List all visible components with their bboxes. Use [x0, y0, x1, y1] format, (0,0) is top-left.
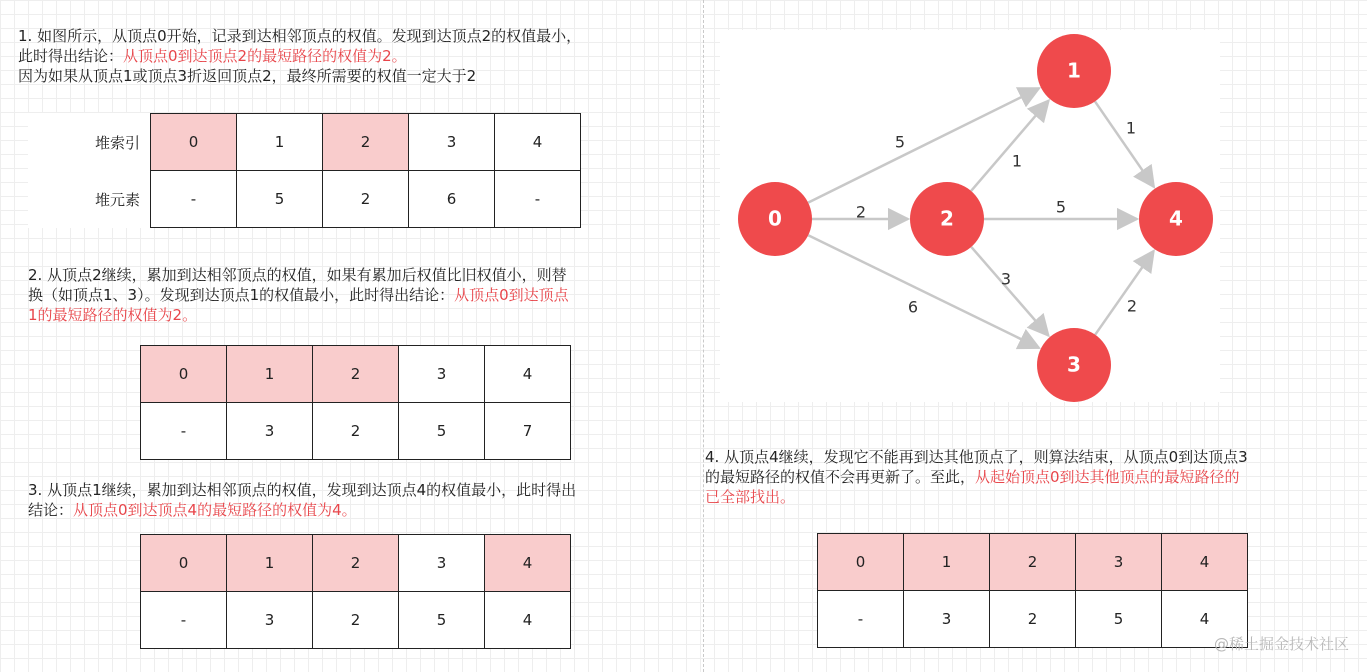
- heap-table-4-body: [818, 534, 1248, 648]
- heap-table-2-row-index: [141, 346, 571, 403]
- step1-text: [18, 26, 581, 86]
- step2-line2-prefix: 换（如顶点1、3）。发现到达顶点1的权值最小，此时得出结论：: [28, 286, 455, 304]
- column-divider: [703, 0, 704, 672]
- heap-index-cell: 3: [399, 535, 485, 592]
- step4-line2-prefix: 的最短路径的权值不会再更新了。至此，: [705, 468, 976, 486]
- step1-line1: 1. 如图所示，从顶点0开始，记录到达相邻顶点的权值。发现到达顶点2的权值最小，: [18, 27, 582, 45]
- step3-line1: 3. 从顶点1继续，累加到达相邻顶点的权值，发现到达顶点4的权值最小，此时得出: [28, 481, 577, 499]
- edge-3-4: [1095, 251, 1153, 335]
- heap-table-1-row-element: [28, 171, 581, 228]
- heap-element-cell: 4: [485, 592, 571, 649]
- edge-weight-0-1: 5: [894, 132, 906, 152]
- vertex-label-2: 2: [940, 206, 954, 231]
- heap-element-cell: 7: [485, 403, 571, 460]
- heap-index-cell: 2: [313, 346, 399, 403]
- heap-table-1-row-index: [28, 114, 581, 171]
- edge-weight-1-4: 1: [1125, 118, 1137, 138]
- row-label-element: 堆元素: [94, 190, 140, 209]
- heap-index-cell: 1: [237, 114, 323, 171]
- heap-index-cell: 1: [227, 535, 313, 592]
- heap-table-3-row-index: [141, 535, 571, 592]
- step4-text: [705, 447, 1248, 507]
- heap-element-cell: 6: [409, 171, 495, 228]
- vertex-label-4: 4: [1169, 206, 1183, 231]
- step4-conclusion-b: 已全部找出。: [705, 488, 796, 506]
- heap-element-cell: 5: [1076, 591, 1162, 648]
- graph-panel: [720, 30, 1220, 402]
- heap-index-cell: 3: [409, 114, 495, 171]
- heap-table-4: [817, 533, 1248, 648]
- edge-weight-2-1: 1: [1011, 151, 1023, 171]
- heap-element-cell: 5: [399, 592, 485, 649]
- nodes-layer: [738, 34, 1213, 402]
- heap-element-cell: -: [141, 592, 227, 649]
- heap-element-cell: 3: [227, 403, 313, 460]
- heap-index-cell: 3: [1076, 534, 1162, 591]
- heap-element-cell: 3: [227, 592, 313, 649]
- edge-weight-2-4: 5: [1055, 197, 1067, 217]
- edge-1-4: [1095, 101, 1154, 186]
- heap-element-cell: 3: [904, 591, 990, 648]
- step3-conclusion: 从顶点0到达顶点4的最短路径的权值为4。: [73, 501, 357, 519]
- row-label-index: 堆索引: [94, 133, 140, 152]
- heap-element-cell: 5: [399, 403, 485, 460]
- heap-table-2: [140, 345, 571, 460]
- heap-element-cell: 4: [1162, 591, 1248, 648]
- step1-line2-prefix: 此时得出结论：: [18, 47, 124, 65]
- heap-element-cell: 2: [313, 592, 399, 649]
- heap-index-cell: 1: [227, 346, 313, 403]
- heap-table-2-row-element: [141, 403, 571, 460]
- step3-text: [28, 480, 576, 520]
- vertex-label-0: 0: [768, 206, 782, 231]
- heap-table-1: [28, 113, 581, 228]
- step3-line2-prefix: 结论：: [28, 501, 74, 519]
- heap-index-cell: 4: [495, 114, 581, 171]
- watermark: @稀土掘金技术社区: [1213, 635, 1349, 653]
- step4-conclusion-a: 从起始顶点0到达其他顶点的最短路径的: [975, 468, 1240, 486]
- heap-index-cell: 0: [141, 535, 227, 592]
- edge-2-3: [971, 247, 1048, 336]
- heap-index-cell: 2: [323, 114, 409, 171]
- heap-index-cell: 4: [485, 346, 571, 403]
- heap-index-cell: 0: [818, 534, 904, 591]
- heap-table-3: [140, 534, 571, 649]
- heap-element-cell: -: [495, 171, 581, 228]
- step4-line1: 4. 从顶点4继续，发现它不能再到达其他顶点了，则算法结束，从顶点0到达顶点3: [705, 448, 1248, 466]
- heap-element-cell: -: [141, 403, 227, 460]
- weighted-graph: [720, 30, 1220, 402]
- step1-conclusion: 从顶点0到达顶点2的最短路径的权值为2。: [123, 47, 407, 65]
- step2-conclusion-b: 1的最短路径的权值为2。: [28, 306, 198, 324]
- edge-0-1: [808, 88, 1039, 202]
- edge-weight-0-3: 6: [907, 297, 919, 317]
- heap-index-cell: 2: [990, 534, 1076, 591]
- heap-table-2-body: [141, 346, 571, 460]
- edge-weight-0-2: 2: [855, 202, 867, 222]
- heap-index-cell: 2: [313, 535, 399, 592]
- heap-index-cell: 1: [904, 534, 990, 591]
- heap-index-cell: 4: [485, 535, 571, 592]
- heap-table-4-row-element: [818, 591, 1248, 648]
- heap-element-cell: 2: [313, 403, 399, 460]
- heap-element-cell: -: [818, 591, 904, 648]
- step1-line3: 因为如果从顶点1或顶点3折返回顶点2，最终所需要的权值一定大于2: [18, 67, 477, 85]
- step2-conclusion-a: 从顶点0到达顶点: [454, 286, 569, 304]
- heap-table-4-row-index: [818, 534, 1248, 591]
- heap-index-cell: 3: [399, 346, 485, 403]
- step2-text: [28, 265, 569, 325]
- heap-element-cell: 2: [323, 171, 409, 228]
- heap-index-cell: 0: [151, 114, 237, 171]
- heap-table-3-body: [141, 535, 571, 649]
- vertex-label-1: 1: [1067, 58, 1081, 83]
- edge-0-3: [808, 235, 1039, 348]
- step2-line1: 2. 从顶点2继续，累加到达相邻顶点的权值，如果有累加后权值比旧权值小，则替: [28, 266, 567, 284]
- heap-element-cell: 5: [237, 171, 323, 228]
- heap-table-3-row-element: [141, 592, 571, 649]
- heap-index-cell: 4: [1162, 534, 1248, 591]
- edge-weight-2-3: 3: [1000, 269, 1012, 289]
- edge-2-1: [971, 101, 1049, 191]
- heap-element-cell: 2: [990, 591, 1076, 648]
- edge-weight-3-4: 2: [1126, 296, 1138, 316]
- heap-table-1-body: [28, 114, 581, 228]
- vertex-label-3: 3: [1067, 352, 1081, 377]
- heap-index-cell: 0: [141, 346, 227, 403]
- heap-element-cell: -: [151, 171, 237, 228]
